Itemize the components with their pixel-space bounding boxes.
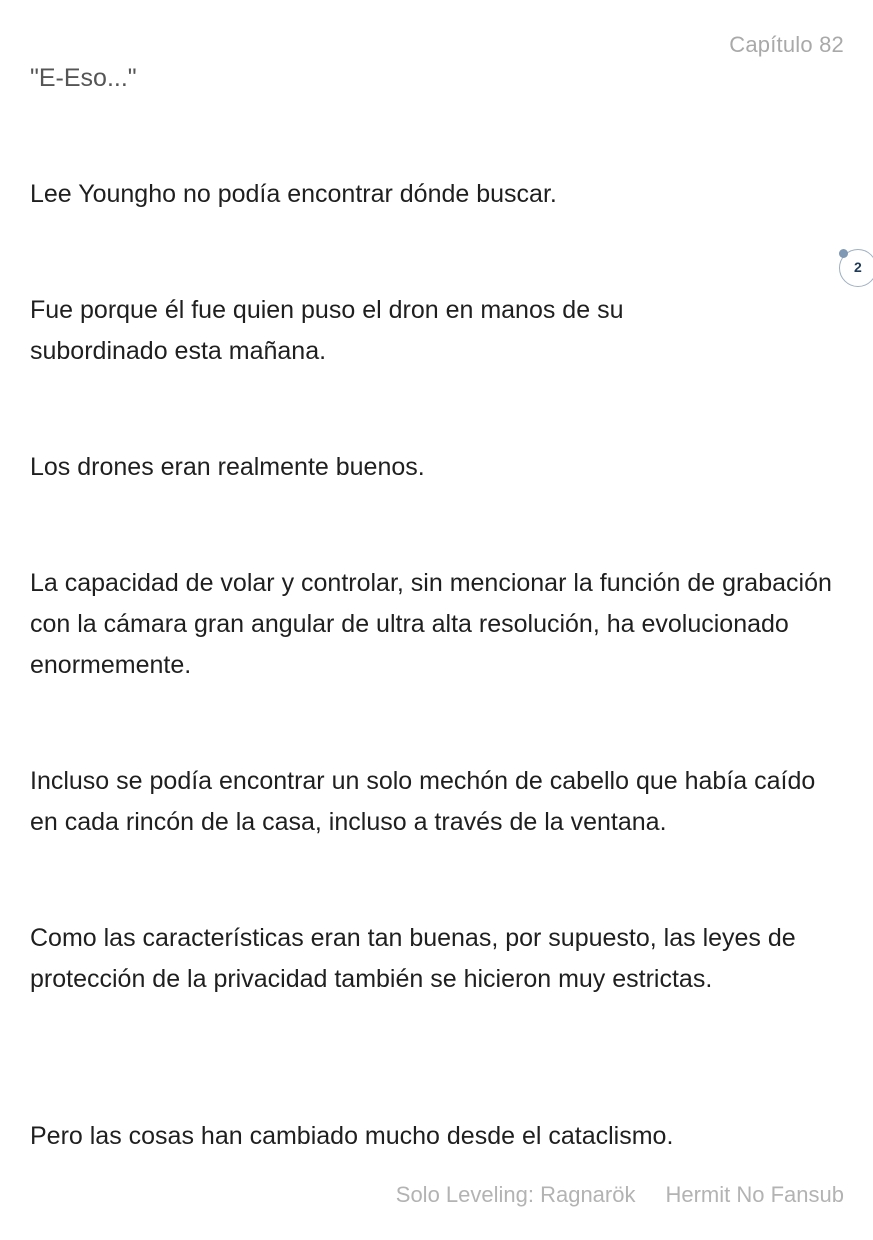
footer [396, 1182, 844, 1208]
page-marker-number: 2 [854, 259, 862, 275]
translator-credit: Hermit No Fansub [665, 1182, 844, 1207]
paragraph: Incluso se podía encontrar un solo mechón de cabello que había caído en cada rincón de la casa, incluso a través de la ventana. [30, 767, 816, 836]
paragraph: Los drones eran realmente buenos. [30, 453, 425, 481]
page-marker-dot-icon [839, 249, 848, 258]
paragraph: Lee Youngho no podía encontrar dónde buscar. [30, 180, 557, 208]
paragraph: Como las características eran tan buenas, por supuesto, las leyes de protección de la privacidad también se hicieron muy estrictas. [30, 924, 796, 993]
paragraph: La capacidad de volar y controlar, sin mencionar la función de grabación con la cámara gran angular de ultra alta resolución, ha evolucionado enormemente. [30, 569, 832, 679]
paragraph: Pero las cosas han cambiado mucho desde el cataclismo. [30, 1122, 674, 1150]
paragraph: "E-Eso..." [30, 64, 137, 92]
paragraph: Fue porque él fue quien puso el dron en manos de su subordinado esta mañana. [30, 296, 624, 365]
page-marker-button[interactable] [839, 249, 873, 287]
book-title: Solo Leveling: Ragnarök [395, 1182, 636, 1207]
chapter-label: Capítulo 82 [729, 32, 844, 57]
